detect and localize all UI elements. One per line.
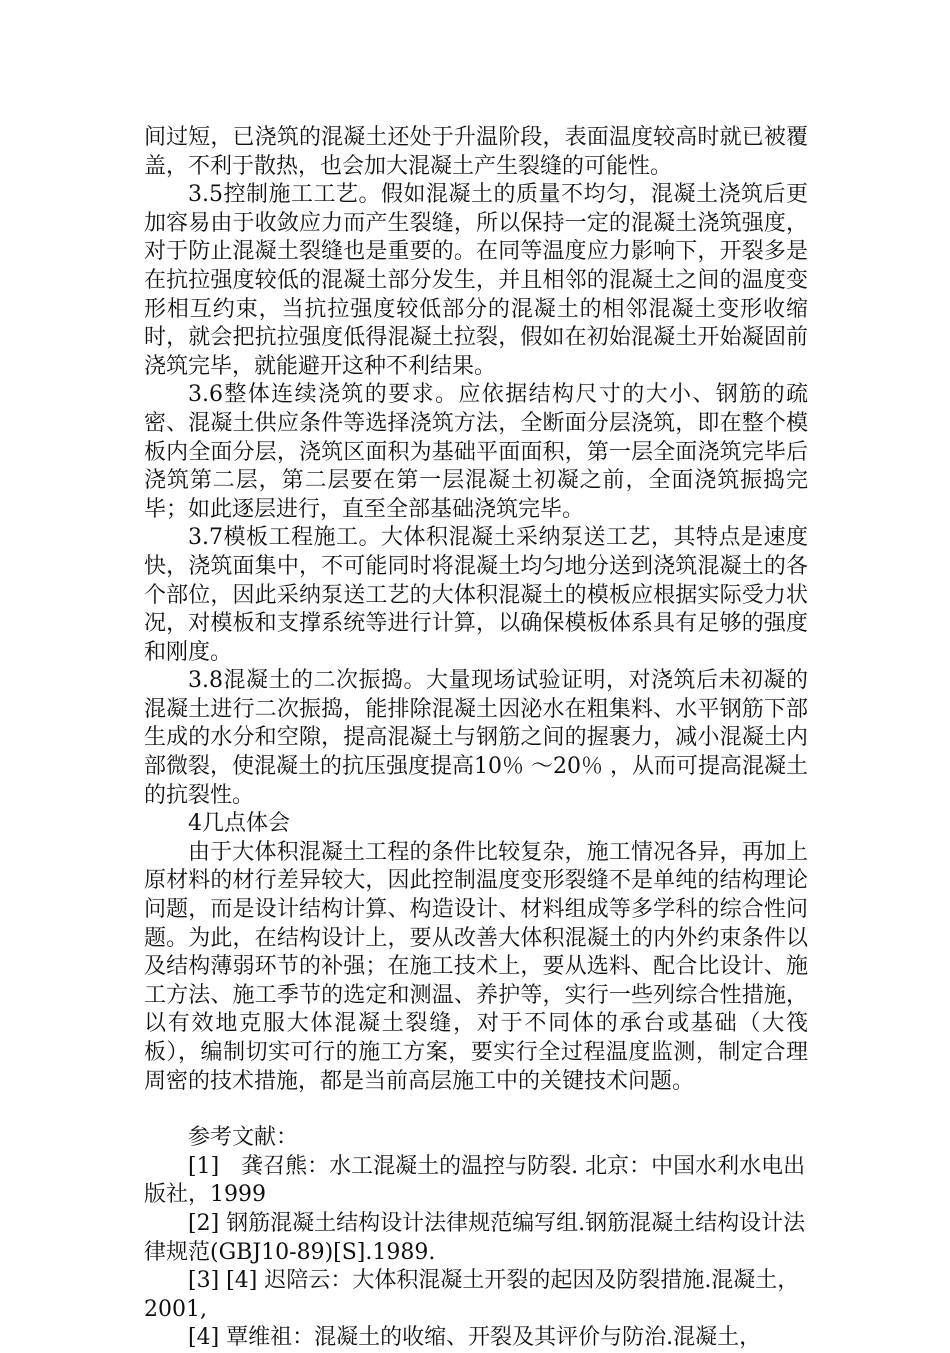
paragraph-3-5: 3.5控制施工工艺。假如混凝土的质量不均匀，混凝土浇筑后更加容易由于收敛应力而产生裂缝，所以保持一定的混凝土浇筑强度，对于防止混凝土裂缝也是重要的。在同等温度应力影响下，开裂多是在抗拉强度较低的混凝土部分发生，并且相邻的混凝土之间的温度变形相互约束，当抗拉强度较低部分的混凝土的相邻混凝土变形收缩时，就会把抗拉强度低得混凝土拉裂，假如在初始混凝土开始凝固前浇筑完毕，就能避开这种不利结果。	[144, 182, 808, 379]
reference-item-2: [2] 钢筋混凝土结构设计法律规范编写组.钢筋混凝土结构设计法律规范(GBJ10-89)[S].1989.	[144, 1210, 806, 1265]
section-4-heading: 4几点体会	[188, 811, 290, 837]
paragraph-3-6: 3.6整体连续浇筑的要求。应依据结构尺寸的大小、钢筋的疏密、混凝土供应条件等选择浇筑方法，全断面分层浇筑，即在整个模板内全面分层，浇筑区面积为基础平面面积，第一层全面浇筑完毕后浇筑第二层，第二层要在第一层混凝土初凝之前，全面浇筑振捣完毕；如此逐层进行，直至全部基础浇筑完毕。	[144, 382, 808, 522]
references-section	[144, 1124, 808, 1353]
reference-item-4: [4] 覃维祖：混凝土的收缩、开裂及其评价与防治.混凝土，	[188, 1325, 762, 1351]
reference-item-3: [3] [4] 迟陪云：大体积混凝土开裂的起因及防裂措施.混凝土，2001,	[144, 1268, 800, 1322]
document-page	[144, 124, 808, 1353]
spacer	[144, 1096, 808, 1124]
paragraph-3-7: 3.7模板工程施工。大体积混凝土采纳泵送工艺，其特点是速度快，浇筑面集中，不可能同时将混凝土均匀地分送到浇筑混凝土的各个部位，因此采纳泵送工艺的大体积混凝土的模板应根据实际受力状况，对模板和支撑系统等进行计算，以确保模板体系具有足够的强度和刚度。	[144, 525, 808, 665]
paragraph-continuation: 间过短，已浇筑的混凝土还处于升温阶段，表面温度较高时就已被覆盖，不利于散热，也会加大混凝土产生裂缝的可能性。	[144, 125, 808, 179]
reference-item-1: [1] 龚召熊：水工混凝土的温控与防裂. 北京：中国水利水电出版社，1999	[144, 1153, 806, 1208]
paragraph-3-8: 3.8混凝土的二次振捣。大量现场试验证明，对浇筑后未初凝的混凝土进行二次振捣，能排除混凝土因泌水在粗集料、水平钢筋下部生成的水分和空隙，提高混凝土与钢筋之间的握裹力，减小混凝土内部微裂，使混凝土的抗压强度提高10％ ～20％ ，从而可提高混凝土的抗裂性。	[144, 668, 808, 808]
references-title: 参考文献：	[188, 1125, 299, 1151]
section-4-body: 由于大体积混凝土工程的条件比较复杂，施工情况各异，再加上原材料的材行差异较大，因此控制温度变形裂缝不是单纯的结构理论问题，而是设计结构计算、构造设计、材料组成等多学科的综合性问题。为此，在结构设计上，要从改善大体积混凝土的内外约束条件以及结构薄弱环节的补强；在施工技术上，要从选料、配合比设计、施工方法、施工季节的选定和测温、养护等，实行一些列综合性措施，以有效地克服大体混凝土裂缝，对于不同体的承台或基础（大筏板），编制切实可行的施工方案，要实行全过程温度监测，制定合理周密的技术措施，都是当前高层施工中的关键技术问题。	[144, 839, 808, 1094]
